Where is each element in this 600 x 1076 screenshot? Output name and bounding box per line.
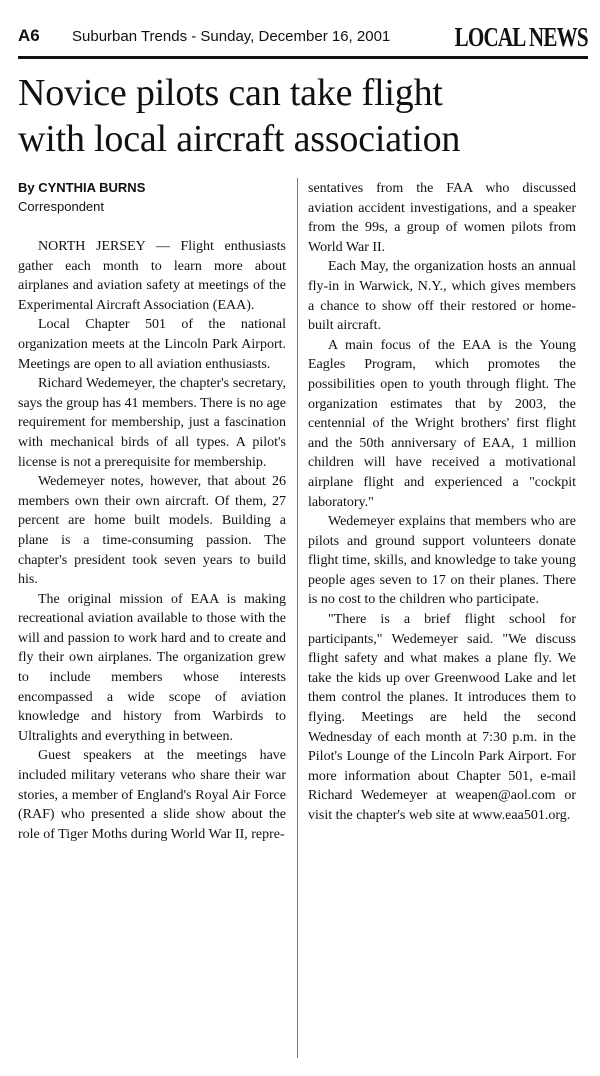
headline-line-2: with local aircraft association [18, 118, 461, 160]
page-number: A6 [18, 26, 40, 45]
right-column [308, 179, 576, 826]
headline-line-1: Novice pilots can take flight [18, 72, 443, 114]
column-divider [297, 178, 298, 1058]
paragraph: Each May, the organization hosts an annual fly-in in Warwick, N.Y., which gives members a chance to show off their restored or home-built aircraft. [308, 259, 576, 334]
byline: By CYNTHIA BURNS [18, 180, 146, 195]
dateline: Suburban Trends - Sunday, December 16, 2001 [72, 28, 391, 45]
paragraph: The original mission of EAA is making recreational aviation available to those with the will and passion to work hard and to create and fly their own airplanes. The organization grew to include members whose interests encompassed a wide scope of aviation knowledge and history from Warbirds to Ultralights and everything in between. [18, 591, 286, 744]
paragraph: "There is a brief flight school for participants," Wedemeyer said. "We discuss flight safety and what makes a plane fly. We take the kids up over Greenwood Lake and let them control the planes. It introduces them to flying. Meetings are held the second Wednesday of each month at 7:30 p.m. in the Pilot's Lounge of the Lincoln Park Airport. For more information about Chapter 501, e-mail Richard Wedemeyer at weapen@aol.com or visit the chapter's web site at www.eaa501.org. [308, 612, 576, 823]
byline-role: Correspondent [18, 199, 104, 214]
paragraph: Guest speakers at the meetings have included military veterans who share their war stories, a member of England's Royal Air Force (RAF) who presented a slide show about the role of Tiger Moths during World War II, repre- [18, 748, 286, 842]
section-title: LOCAL NEWS [454, 22, 588, 52]
page-header [18, 24, 588, 56]
headline [18, 70, 588, 162]
paragraph: Wedemeyer notes, however, that about 26 members own their own aircraft. Of them, 27 percent are home built models. Building a plane is a time-consuming passion. The chapter's president took seven years to build his. [18, 474, 286, 588]
paragraph-continuation: sentatives from the FAA who discussed aviation accident investigations, and a speaker from the 99s, a group of women pilots from World War II. [308, 181, 576, 255]
paragraph: NORTH JERSEY — Flight enthusiasts gather each month to learn more about airplanes and aviation safety at meetings of the Experimental Aircraft Association (EAA). [18, 239, 286, 313]
paragraph: Local Chapter 501 of the national organization meets at the Lincoln Park Airport. Meetings are open to all aviation enthusiasts. [18, 317, 286, 372]
left-column [18, 237, 286, 844]
paragraph: Wedemeyer explains that members who are pilots and ground support volunteers donate flight time, skills, and knowledge to take young people ages seven to 17 on their planes. There is no cost to the children who participate. [308, 514, 576, 608]
paragraph: Richard Wedemeyer, the chapter's secretary, says the group has 41 members. There is no age requirement for membership, just a fascination with mechanical birds of all types. A pilot's license is not a prerequisite for membership. [18, 376, 287, 470]
header-rule [18, 56, 588, 59]
paragraph: A main focus of the EAA is the Young Eagles Program, which promotes the possibilities open to youth through flight. The organization estimates that by 2003, the centennial of the Wright brothers' first flight and the 50th anniversary of EAA, 1 million children will have received a motivational airplane flight and experienced a "cockpit laboratory." [308, 337, 576, 510]
